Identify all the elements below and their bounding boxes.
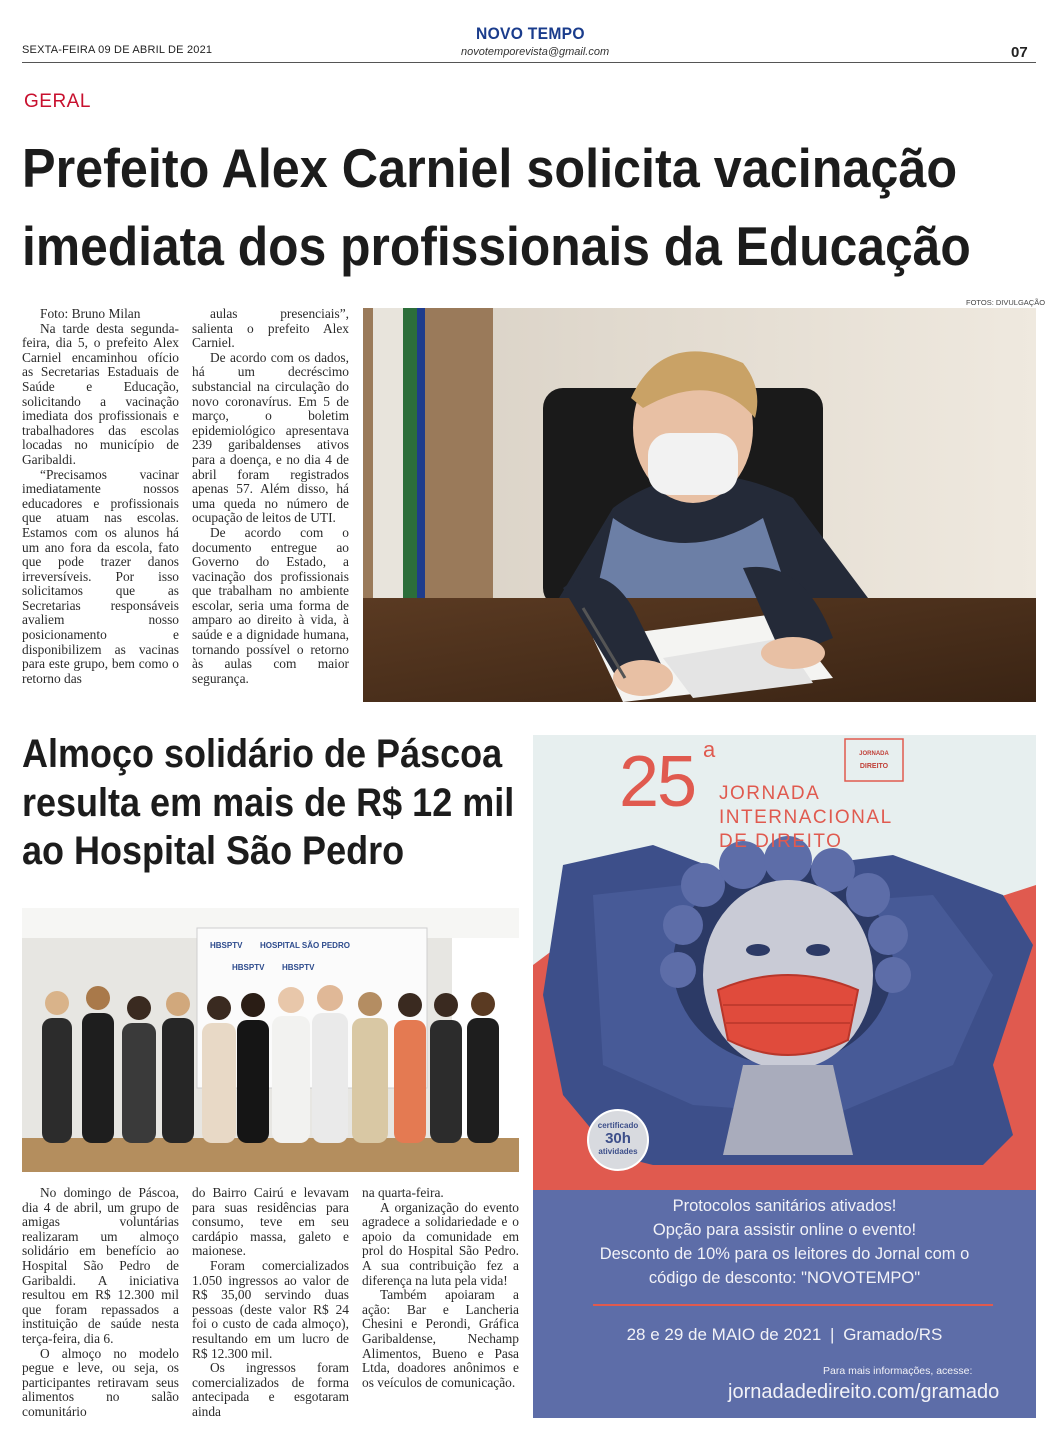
paragraph: No domingo de Páscoa, dia 4 de abril, um grupo de amigas voluntárias realizaram um almoço solidário em benefício ao Hospital São Pedro de Garibaldi. A iniciativa resultou em R$ 12.300 mil que foram repassados a instituição de saúde nesta terça-feira, dia 6. bbox=[22, 1185, 179, 1346]
header-date: SEXTA-FEIRA 09 DE ABRIL DE 2021 bbox=[22, 44, 213, 56]
ad-title-line1: JORNADA bbox=[719, 783, 821, 804]
article2-column-2 bbox=[192, 1186, 349, 1420]
photo-caption: Foto: Bruno Milan bbox=[40, 306, 141, 321]
article2-headline-line1: Almoço solidário de Páscoa bbox=[22, 732, 503, 776]
paragraph: Na tarde desta segunda-feira, dia 5, o prefeito Alex Carniel encaminhou ofício as Secretarias Estaduais de Saúde e Educação, solicitando a vacinação imediata dos profissionais e trabalhadores das escolas locadas no município de Garibaldi. bbox=[22, 320, 179, 467]
ad-title-line2: INTERNACIONAL bbox=[719, 807, 893, 828]
ad-dates bbox=[533, 1325, 1036, 1345]
paragraph: do Bairro Cairú e levavam para suas residências para consumo, teve em seu cardápio massa, galeto e maionese. bbox=[192, 1185, 349, 1259]
article1-headline-line1: Prefeito Alex Carniel solicita vacinação bbox=[22, 137, 958, 199]
article2-headline-line3: ao Hospital São Pedro bbox=[22, 829, 405, 873]
article1-column-1 bbox=[22, 307, 179, 686]
header-brand: NOVO TEMPO bbox=[476, 24, 585, 43]
article1-headline-line2: imediata dos profissionais da Educação bbox=[22, 215, 971, 277]
banner-label: HBSPTV bbox=[232, 963, 265, 972]
group-photo bbox=[22, 908, 519, 1172]
ad-number: 25 bbox=[619, 742, 696, 822]
article2-headline-line2: resulta em mais de R$ 12 mil bbox=[22, 781, 515, 825]
paragraph: “Precisamos vacinar imediatamente nossos educadores e profissionais que atuam nas escolas. Estamos com os alunos há um ano fora da escola, fato que pode trazer danos irreversíveis. Por isso solicitamos que as Secretarias responsáveis avaliem nosso posicionamento e disponibilizem as vacinas para este grupo, bem como o retorno das bbox=[22, 466, 179, 686]
ad-dates-text: 28 e 29 de MAIO de 2021 bbox=[626, 1325, 822, 1344]
ad-notice-line4: código de desconto: "NOVOTEMPO" bbox=[648, 1269, 921, 1287]
article2-column-3 bbox=[362, 1186, 519, 1390]
banner-label: HBSPTV bbox=[210, 941, 243, 950]
header-divider bbox=[22, 62, 1036, 63]
paragraph: na quarta-feira. bbox=[362, 1185, 444, 1200]
paragraph: aulas presenciais”, salienta o prefeito Alex Carniel. bbox=[192, 306, 349, 351]
ad-ordinal: a bbox=[703, 737, 716, 762]
article1-column-2 bbox=[192, 307, 349, 686]
mayor-signing-photo bbox=[363, 308, 1036, 702]
section-label: GERAL bbox=[24, 91, 91, 112]
ad-badge-bottom: atividades bbox=[598, 1147, 638, 1156]
ad-seal-top: JORNADA bbox=[859, 751, 889, 757]
header-email: novotemporevista@gmail.com bbox=[461, 46, 610, 58]
ad-seal-bottom: DIREITO bbox=[859, 763, 889, 770]
ad-badge-mid: 30h bbox=[605, 1130, 631, 1147]
banner-label: HOSPITAL SÃO PEDRO bbox=[260, 941, 350, 950]
paragraph: Também apoiaram a ação: Bar e Lancheria Chesini e Perondi, Gráfica Garibaldense, Nechamp Alimentos, Bueno e Pasa Ltda, doadores anônimos e os veículos de comunicação. bbox=[362, 1287, 519, 1390]
paragraph: O almoço no modelo pegue e leve, ou seja, os participantes retiravam seus alimentos no salão comunitário bbox=[22, 1345, 179, 1419]
paragraph: A organização do evento agradece a solidariedade e o apoio da comunidade em prol do Hospital São Pedro. A sua contribuição fez a diferença na luta pela vida! bbox=[362, 1199, 519, 1288]
ad-badge-top: certificado bbox=[597, 1121, 639, 1130]
page-number: 07 bbox=[1011, 44, 1028, 61]
ad-url[interactable]: jornadadedireito.com/gramado bbox=[728, 1381, 1000, 1403]
paragraph: De acordo com os dados, há um decréscimo substancial na circulação do novo coronavírus. Em 5 de março, o boletim epidemiológico apresentava 239 garibaldenses ativos para a doença, e no dia 4 de abril foram registrados apenas 57. Além disso, há uma queda no número de ocupação de leitos de UTI. bbox=[192, 349, 349, 526]
ad-city: Gramado/RS bbox=[843, 1325, 943, 1344]
paragraph: Os ingressos foram comercializados de forma antecipada e esgotaram ainda bbox=[192, 1360, 349, 1419]
ad-title-line3: DE DIREITO bbox=[719, 831, 843, 852]
jornada-ad[interactable] bbox=[533, 735, 1036, 1418]
ad-more-info: Para mais informações, acesse: bbox=[823, 1365, 973, 1377]
paragraph: De acordo com o documento entregue ao Governo do Estado, a vacinação dos profissionais que trabalham no ambiente escolar, seria uma forma de amparo ao direito à vida, à saúde e a dignidade humana, tornando possível o retorno às aulas com maior segurança. bbox=[192, 524, 349, 686]
article2-column-1 bbox=[22, 1186, 179, 1420]
ad-notice-line2: Opção para assistir online o evento! bbox=[652, 1221, 917, 1239]
ad-notice-line3: Desconto de 10% para os leitores do Jornal com o bbox=[599, 1245, 970, 1263]
photo-credit: FOTOS: DIVULGAÇÃO bbox=[966, 298, 1046, 307]
banner-label: HBSPTV bbox=[282, 963, 315, 972]
paragraph: Foram comercializados 1.050 ingressos ao valor de R$ 35,00 servindo duas pessoas (deste valor R$ 24 foi o custo de cada almoço), resultando em um lucro de R$ 12.300 mil. bbox=[192, 1257, 349, 1361]
ad-dates-separator: | bbox=[830, 1325, 835, 1344]
ad-notice-line1: Protocolos sanitários ativados! bbox=[672, 1197, 897, 1215]
